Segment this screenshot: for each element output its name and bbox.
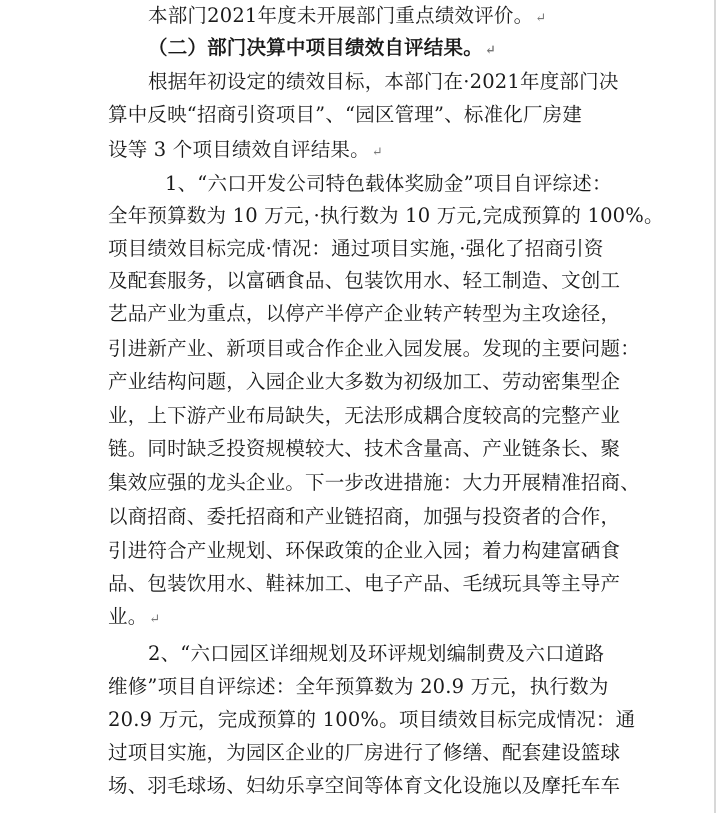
line-text: 维修”项目自评综述：全年预算数为 20.9 万元，执行数为 — [108, 675, 609, 698]
text-line-24 — [108, 770, 708, 802]
text-line-3 — [148, 66, 716, 98]
text-line-15 — [108, 467, 708, 499]
paragraph-mark: ↵ — [484, 43, 496, 58]
line-text: 根据年初设定的绩效目标，本部门在·2021年度部门决 — [148, 70, 619, 93]
text-line-13 — [108, 400, 708, 432]
line-text: 本部门2021年度未开展部门重点绩效评价。 — [148, 4, 534, 27]
line-text: 引进新产业、新项目或合作企业入园发展。发现的主要问题： — [108, 337, 640, 360]
text-line-9 — [108, 265, 708, 297]
line-text: 产业结构问题，入园企业大多数为初级加工、劳动密集型企 — [108, 370, 621, 393]
line-text: 业。 — [108, 605, 148, 628]
paragraph-mark: ↵ — [535, 11, 547, 26]
line-text: 过项目实施，为园区企业的厂房进行了修缮、配套建设篮球 — [108, 741, 621, 764]
text-line-23 — [108, 737, 708, 769]
text-line-1 — [148, 0, 716, 32]
text-line-4 — [108, 99, 708, 131]
line-text: 链。同时缺乏投资规模较大、技术含量高、产业链条长、聚 — [108, 437, 621, 460]
paragraph-mark: ↵ — [149, 612, 161, 627]
text-line-14 — [108, 433, 708, 465]
line-text: 品、包装饮用水、鞋袜加工、电子产品、毛绒玩具等主导产 — [108, 572, 621, 595]
text-line-11 — [108, 333, 708, 365]
text-line-17 — [108, 535, 708, 567]
text-line-22 — [108, 704, 708, 736]
line-text: 艺品产业为重点，以停产半停产企业转产转型为主攻途径， — [108, 302, 621, 325]
line-text: 20.9 万元，完成预算的 100%。项目绩效目标完成情况：通 — [108, 708, 636, 731]
section-heading — [148, 32, 716, 64]
text-line-10 — [108, 298, 708, 330]
text-line-21 — [108, 671, 708, 703]
line-text: 算中反映“招商引资项目”、“园区管理”、标准化厂房建 — [108, 103, 583, 126]
text-line-18 — [108, 568, 708, 600]
item-2-title — [148, 638, 716, 670]
line-text: 设等 3 个项目绩效自评结果。 — [108, 138, 370, 161]
text-line-8 — [108, 233, 708, 265]
line-text: 及配套服务，以富硒食品、包装饮用水、轻工制造、文创工 — [108, 269, 621, 292]
text-line-7 — [108, 200, 708, 232]
line-text: 引进符合产业规划、环保政策的企业入园；着力构建富硒食 — [108, 539, 621, 562]
line-text: 1、“六口开发公司特色载体奖励金”项目自评综述： — [165, 172, 612, 195]
line-text: 集效应强的龙头企业。下一步改进措施：大力开展精准招商、 — [108, 471, 640, 494]
text-line-19 — [108, 601, 708, 633]
line-text: 业，上下游产业布局缺失，无法形成耦合度较高的完整产业 — [108, 404, 621, 427]
text-line-16 — [108, 501, 708, 533]
line-text: 以商招商、委托招商和产业链招商，加强与投资者的合作， — [108, 505, 621, 528]
paragraph-mark: ↵ — [371, 145, 383, 160]
line-text: 2、“六口园区详细规划及环评规划编制费及六口道路 — [148, 642, 605, 665]
text-line-5 — [108, 134, 708, 166]
item-1-title — [165, 168, 716, 200]
text-line-12 — [108, 366, 708, 398]
line-text: 项目绩效目标完成·情况：通过项目实施，·强化了招商引资 — [108, 237, 604, 260]
line-text: （二）部门决算中项目绩效自评结果。 — [148, 36, 483, 59]
line-text: 全年预算数为 10 万元，·执行数为 10 万元,完成预算的 100%。 — [108, 204, 664, 227]
line-text: 场、羽毛球场、妇幼乐享空间等体育文化设施以及摩托车车 — [108, 774, 621, 797]
